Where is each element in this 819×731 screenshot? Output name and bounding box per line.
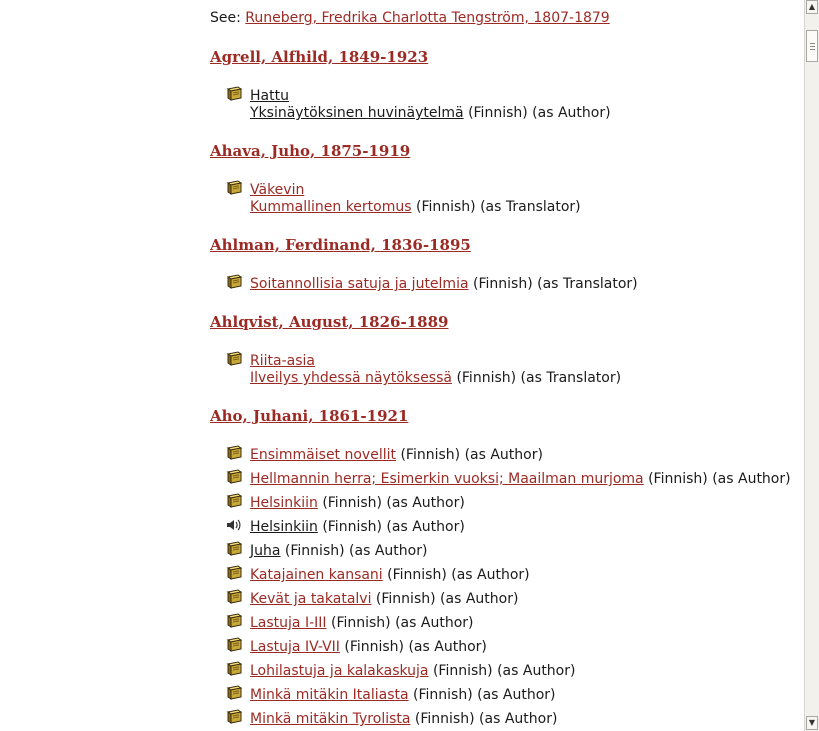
book-title-link[interactable]: Hellmannin herra; Esimerkin vuoksi; Maailman murjoma	[250, 471, 644, 487]
book-title-link[interactable]: Lohilastuja ja kalakaskuja	[250, 663, 429, 679]
book-role: (as Author)	[479, 711, 558, 727]
book-entry	[250, 567, 530, 584]
audio-icon	[225, 517, 243, 533]
author-heading[interactable]: Ahlqvist, August, 1826-1889	[210, 313, 449, 331]
book-role: (as Author)	[477, 687, 556, 703]
book-icon	[225, 274, 243, 290]
book-icon	[225, 469, 243, 485]
book-entry	[250, 615, 473, 632]
book-role: (as Author)	[440, 591, 519, 607]
book-icon	[225, 661, 243, 677]
book-title-link[interactable]: Kevät ja takatalvi	[250, 591, 372, 607]
book-entry	[250, 276, 638, 293]
book-role: (as Author)	[349, 543, 428, 559]
book-role: (as Author)	[386, 495, 465, 511]
book-language: (Finnish)	[330, 615, 391, 631]
book-language: (Finnish)	[344, 639, 405, 655]
see-also	[210, 10, 610, 26]
book-role: (as Translator)	[520, 370, 622, 386]
book-title-link[interactable]: Väkevin	[250, 182, 305, 198]
author-heading[interactable]: Aho, Juhani, 1861-1921	[210, 407, 409, 425]
book-language: (Finnish)	[387, 567, 447, 583]
book-icon	[225, 445, 243, 461]
book-role: (as Author)	[712, 471, 791, 487]
book-entry	[250, 353, 621, 387]
book-icon	[225, 541, 243, 557]
book-entry	[250, 519, 465, 536]
vertical-scrollbar[interactable]	[804, 0, 819, 731]
book-language: (Finnish)	[375, 591, 436, 607]
book-language: (Finnish)	[473, 276, 533, 292]
book-subtitle-link[interactable]: Kummallinen kertomus	[250, 199, 412, 215]
book-role: (as Author)	[532, 105, 611, 121]
book-icon	[225, 351, 243, 367]
book-language: (Finnish)	[415, 199, 476, 215]
author-heading[interactable]: Ahlman, Ferdinand, 1836-1895	[210, 236, 471, 254]
book-role: (as Translator)	[480, 199, 581, 215]
book-role: (as Author)	[395, 615, 474, 631]
book-title-link[interactable]: Lastuja IV-VII	[250, 639, 340, 655]
book-role: (as Author)	[464, 447, 543, 463]
book-entry	[250, 495, 465, 512]
scroll-down-button[interactable]: ▼	[806, 716, 818, 730]
author-heading[interactable]: Ahava, Juho, 1875-1919	[210, 142, 411, 160]
book-language: (Finnish)	[648, 471, 708, 487]
book-entry	[250, 447, 543, 464]
book-title-link[interactable]: Helsinkiin	[250, 495, 318, 511]
book-role: (as Author)	[497, 663, 576, 679]
book-language: (Finnish)	[400, 447, 461, 463]
book-entry	[250, 88, 611, 122]
book-entry	[250, 639, 487, 656]
book-icon	[225, 180, 243, 196]
book-title-link[interactable]: Hattu	[250, 88, 289, 104]
book-entry	[250, 591, 518, 608]
book-language: (Finnish)	[432, 663, 493, 679]
book-entry	[250, 471, 791, 488]
book-title-link[interactable]: Minkä mitäkin Tyrolista	[250, 711, 411, 727]
book-icon	[225, 565, 243, 581]
see-also-prefix: See:	[210, 10, 241, 26]
book-role: (as Author)	[386, 519, 465, 535]
author-heading[interactable]: Agrell, Alfhild, 1849-1923	[210, 48, 429, 66]
book-title-link[interactable]: Minkä mitäkin Italiasta	[250, 687, 409, 703]
book-language: (Finnish)	[456, 370, 517, 386]
scroll-thumb[interactable]	[806, 30, 818, 62]
book-language: (Finnish)	[468, 105, 528, 121]
book-icon	[225, 637, 243, 653]
book-entry	[250, 182, 581, 216]
book-language: (Finnish)	[284, 543, 345, 559]
book-entry	[250, 687, 556, 704]
see-also-link[interactable]: Runeberg, Fredrika Charlotta Tengström, 1807-1879	[245, 10, 610, 26]
book-title-link[interactable]: Lastuja I-III	[250, 615, 327, 631]
book-icon	[225, 493, 243, 509]
book-title-link[interactable]: Riita-asia	[250, 353, 315, 369]
book-entry	[250, 543, 427, 560]
book-title-link[interactable]: Ensimmäiset novellit	[250, 447, 396, 463]
book-language: (Finnish)	[322, 519, 382, 535]
book-icon	[225, 589, 243, 605]
book-language: (Finnish)	[322, 495, 382, 511]
book-title-link[interactable]: Katajainen kansani	[250, 567, 383, 583]
book-subtitle-link[interactable]: Ilveilys yhdessä näytöksessä	[250, 370, 452, 386]
book-icon	[225, 613, 243, 629]
book-role: (as Translator)	[537, 276, 638, 292]
book-title-link[interactable]: Juha	[250, 543, 281, 559]
book-icon	[225, 685, 243, 701]
book-icon	[225, 709, 243, 725]
book-entry	[250, 711, 557, 728]
book-icon	[225, 86, 243, 102]
book-entry	[250, 663, 575, 680]
book-role: (as Author)	[408, 639, 487, 655]
book-language: (Finnish)	[414, 711, 475, 727]
scroll-up-button[interactable]: ▲	[806, 0, 818, 14]
book-role: (as Author)	[451, 567, 530, 583]
book-title-link[interactable]: Helsinkiin	[250, 519, 318, 535]
book-subtitle-link[interactable]: Yksinäytöksinen huvinäytelmä	[250, 105, 464, 121]
book-title-link[interactable]: Soitannollisia satuja ja jutelmia	[250, 276, 469, 292]
book-language: (Finnish)	[413, 687, 473, 703]
